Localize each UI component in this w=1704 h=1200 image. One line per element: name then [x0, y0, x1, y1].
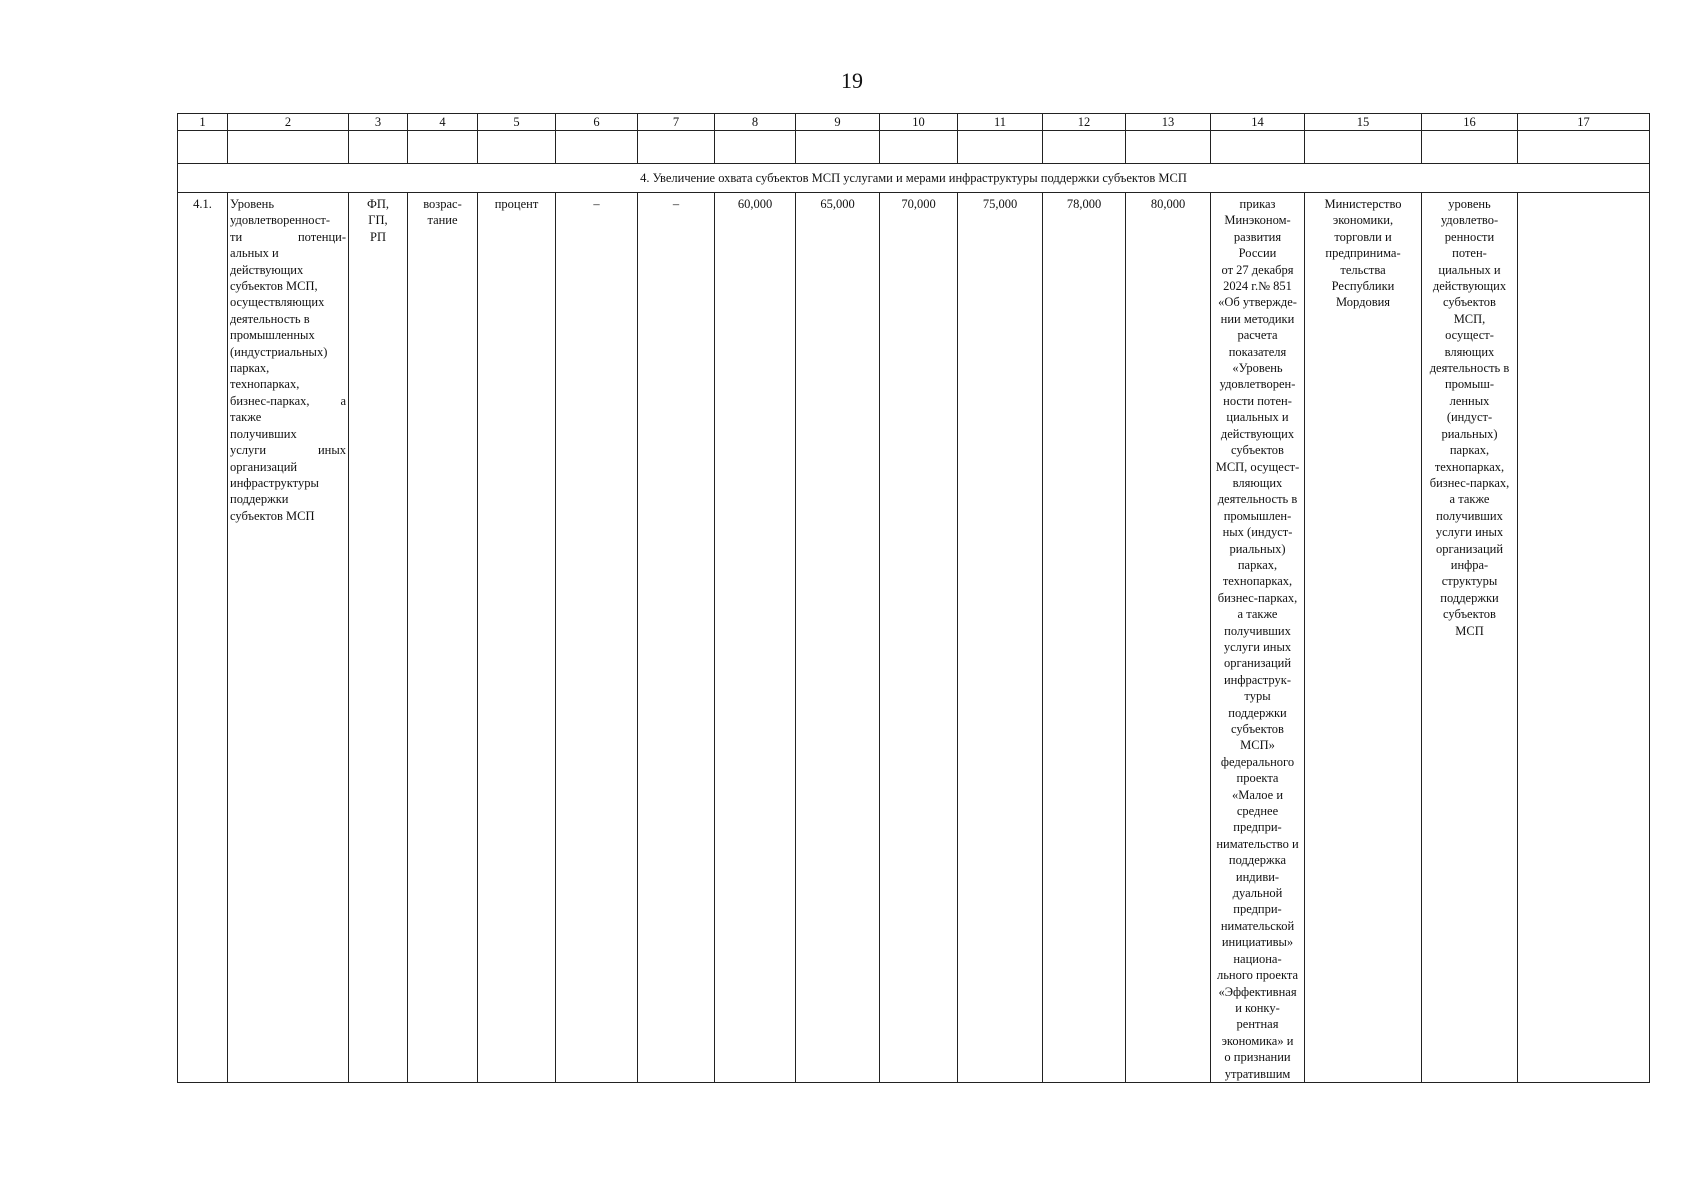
info-system-line: потен-	[1452, 246, 1487, 261]
empty-cell	[228, 131, 349, 164]
value-col17	[1518, 193, 1650, 1083]
info-system-line: а также	[1449, 492, 1490, 507]
indicator-name	[228, 193, 349, 1083]
info-system-line: ренности	[1444, 229, 1495, 244]
column-number: 16	[1422, 114, 1518, 131]
methodology-document-line: развития	[1233, 229, 1282, 244]
methodology-document-line: «Об утвержде-	[1218, 295, 1297, 310]
methodology-document-line: действующих	[1220, 426, 1295, 441]
info-system-line: услуги иных	[1435, 525, 1504, 540]
methodology-document-line: парках,	[1237, 557, 1278, 572]
info-system-line: деятельность в	[1429, 361, 1510, 376]
methodology-document-line: предпри-	[1233, 902, 1282, 917]
methodology-document-line: ности потен-	[1223, 393, 1292, 408]
info-system-line: структуры	[1441, 574, 1498, 589]
empty-cell	[478, 131, 556, 164]
empty-cell	[796, 131, 880, 164]
value-col7: –	[638, 193, 715, 1083]
methodology-document-line: дуальной	[1232, 886, 1283, 901]
column-number: 12	[1043, 114, 1126, 131]
info-system-line: риальных)	[1441, 426, 1498, 441]
column-number: 9	[796, 114, 880, 131]
info-system-line: получивших	[1436, 508, 1503, 523]
methodology-document-line: Минэконом-	[1224, 213, 1291, 228]
info-system-line: парках,	[1449, 443, 1490, 458]
info-system-line: технопарках,	[1434, 459, 1505, 474]
indicator-name-line: технопарках,	[230, 377, 300, 392]
info-system-line: инфра-	[1450, 557, 1489, 572]
column-number-row	[178, 114, 1650, 131]
methodology-document-line: проекта	[1236, 771, 1279, 786]
indicator-name-line: осуществляющих	[230, 295, 325, 310]
indicator-name-line: альных и	[230, 246, 279, 261]
methodology-document-line: национа-	[1233, 951, 1282, 966]
methodology-document-line: предпри-	[1233, 820, 1282, 835]
indicator-name-line: услуги иных	[230, 443, 346, 458]
value-col6: –	[556, 193, 638, 1083]
column-number: 17	[1518, 114, 1650, 131]
column-number: 10	[880, 114, 958, 131]
methodology-document-line: нимательство и	[1216, 836, 1299, 851]
info-system-line: организаций	[1435, 541, 1504, 556]
empty-row	[178, 131, 1650, 164]
info-system-line: субъектов	[1443, 295, 1496, 310]
info-system-line: МСП	[1455, 623, 1484, 638]
empty-cell	[408, 131, 478, 164]
info-system-line: действующих	[1432, 279, 1507, 294]
methodology-document-line: 2024 г.№ 851	[1223, 279, 1292, 294]
info-system-line: бизнес-парках,	[1429, 475, 1510, 490]
methodology-document-line: среднее	[1236, 804, 1279, 819]
indicator-name-line: поддержки	[230, 492, 289, 507]
empty-cell	[1422, 131, 1518, 164]
row-number: 4.1.	[178, 193, 228, 1083]
methodology-document-line: субъектов	[1231, 443, 1284, 458]
methodology-document-line: МСП»	[1240, 738, 1275, 753]
methodology-document-line: расчета	[1237, 328, 1278, 343]
empty-cell	[880, 131, 958, 164]
indicator-name-line: промышленных	[230, 328, 315, 343]
methodology-document-line: услуги иных	[1223, 639, 1292, 654]
empty-cell	[958, 131, 1043, 164]
column-number: 5	[478, 114, 556, 131]
methodology-document-line: вляющих	[1232, 475, 1283, 490]
indicator-name-line: бизнес-парках, а	[230, 393, 346, 408]
empty-cell	[1305, 131, 1422, 164]
column-number: 4	[408, 114, 478, 131]
value-col11: 75,000	[958, 193, 1043, 1083]
empty-cell	[1518, 131, 1650, 164]
column-number: 7	[638, 114, 715, 131]
methodology-document-line: о признании	[1224, 1050, 1291, 1065]
column-number: 14	[1211, 114, 1305, 131]
methodology-document-line: рентная	[1236, 1017, 1279, 1032]
info-system-line: уровень	[1448, 197, 1491, 211]
empty-cell	[556, 131, 638, 164]
empty-cell	[715, 131, 796, 164]
column-number: 6	[556, 114, 638, 131]
methodology-document-line: нимательской	[1220, 918, 1295, 933]
table-row	[178, 193, 1650, 1083]
methodology-document-line: экономика» и	[1221, 1033, 1294, 1048]
methodology-document-line: риальных)	[1229, 541, 1286, 556]
info-system-line: вляющих	[1444, 344, 1495, 359]
info-system-line: циальных и	[1438, 262, 1501, 277]
column-number: 1	[178, 114, 228, 131]
indicator-name-line: организаций	[230, 459, 298, 474]
indicator-name-line: деятельность в	[230, 311, 310, 326]
empty-cell	[1211, 131, 1305, 164]
methodology-document-line: показателя	[1228, 344, 1287, 359]
methodology-document-line: федерального	[1220, 754, 1295, 769]
methodology-document-line: льного проекта	[1216, 968, 1299, 983]
methodology-document-line: субъектов	[1231, 722, 1284, 736]
empty-cell	[1043, 131, 1126, 164]
indicator-name-line: субъектов МСП,	[230, 279, 318, 294]
value-col13: 80,000	[1126, 193, 1211, 1083]
empty-cell	[349, 131, 408, 164]
indicator-name-line: удовлетворенност-	[230, 213, 331, 228]
methodology-document-line: приказ	[1239, 197, 1276, 211]
methodology-document-line: инфраструк-	[1223, 672, 1291, 687]
methodology-document-line: поддержка	[1228, 853, 1287, 868]
indicators-table	[177, 113, 1650, 1083]
methodology-document-line: утратившим	[1224, 1066, 1291, 1081]
methodology-document-line: инициативы»	[1221, 935, 1294, 950]
methodology-document-line: и конку-	[1235, 1000, 1280, 1015]
column-number: 8	[715, 114, 796, 131]
column-number: 3	[349, 114, 408, 131]
column-number: 15	[1305, 114, 1422, 131]
indicator-trend: возрас- тание	[408, 193, 478, 1083]
methodology-document-line: поддержки	[1228, 705, 1287, 720]
indicator-name-line: инфраструктуры	[230, 475, 319, 490]
column-number: 2	[228, 114, 349, 131]
value-col9: 65,000	[796, 193, 880, 1083]
methodology-document-line: бизнес-парках,	[1217, 590, 1298, 605]
unit-of-measure: процент	[478, 193, 556, 1083]
indicator-name-line: получивших	[230, 426, 297, 441]
indicator-name-line: действующих	[230, 262, 304, 277]
value-col12: 78,000	[1043, 193, 1126, 1083]
indicator-name-line: Уровень	[230, 197, 275, 211]
methodology-document-line: МСП, осущест-	[1215, 459, 1300, 474]
info-system	[1422, 193, 1518, 1083]
methodology-document-line: туры	[1244, 689, 1271, 704]
indicator-name-line: (индустриальных)	[230, 344, 328, 359]
value-col10: 70,000	[880, 193, 958, 1083]
methodology-document-line: деятельность в	[1217, 492, 1298, 507]
section-title: 4. Увеличение охвата субъектов МСП услугами и мерами инфраструктуры поддержки субъектов МСП	[178, 164, 1650, 193]
methodology-document-line: технопарках,	[1222, 574, 1293, 589]
info-system-line: промыш-	[1444, 377, 1495, 392]
empty-cell	[638, 131, 715, 164]
info-system-line: удовлетво-	[1440, 213, 1499, 228]
methodology-document-line: удовлетворен-	[1219, 377, 1296, 392]
methodology-document-line: циальных и	[1226, 410, 1289, 425]
indicator-name-line: также	[230, 410, 262, 425]
info-system-line: поддержки	[1440, 590, 1499, 605]
methodology-document-line: «Уровень	[1232, 361, 1283, 376]
methodology-document-line: «Малое и	[1231, 787, 1284, 802]
column-number: 13	[1126, 114, 1211, 131]
methodology-document-line: промышлен-	[1223, 508, 1292, 523]
value-col8: 60,000	[715, 193, 796, 1083]
column-number: 11	[958, 114, 1043, 131]
indicator-level: ФП, ГП, РП	[349, 193, 408, 1083]
info-system-line: субъектов	[1443, 607, 1496, 622]
empty-cell	[178, 131, 228, 164]
indicator-name-line: парках,	[230, 361, 270, 376]
info-system-line: ленных	[1449, 393, 1490, 408]
methodology-document-line: нии методики	[1220, 311, 1295, 326]
info-system-line: осущест-	[1445, 328, 1494, 343]
methodology-document-line: а также	[1237, 607, 1278, 622]
section-row	[178, 164, 1650, 193]
empty-cell	[1126, 131, 1211, 164]
indicator-name-line: субъектов МСП	[230, 508, 315, 523]
info-system-line: (индуст-	[1446, 410, 1493, 425]
indicator-name-line: ти потенци-	[230, 229, 346, 244]
methodology-document-line: организаций	[1223, 656, 1292, 671]
methodology-document-line: индиви-	[1235, 869, 1280, 884]
methodology-document-line: от 27 декабря	[1221, 262, 1294, 277]
methodology-document-line: получивших	[1224, 623, 1291, 638]
responsible-body: Министерство экономики, торговли и предпринима- тельства Республики Мордовия	[1305, 193, 1422, 1083]
page-number: 19	[841, 68, 863, 93]
methodology-document-line: ных (индуст-	[1222, 525, 1293, 540]
info-system-line: МСП,	[1453, 311, 1486, 326]
methodology-document-line: «Эффективная	[1218, 984, 1297, 999]
methodology-document	[1211, 193, 1305, 1083]
methodology-document-line: России	[1238, 246, 1277, 261]
